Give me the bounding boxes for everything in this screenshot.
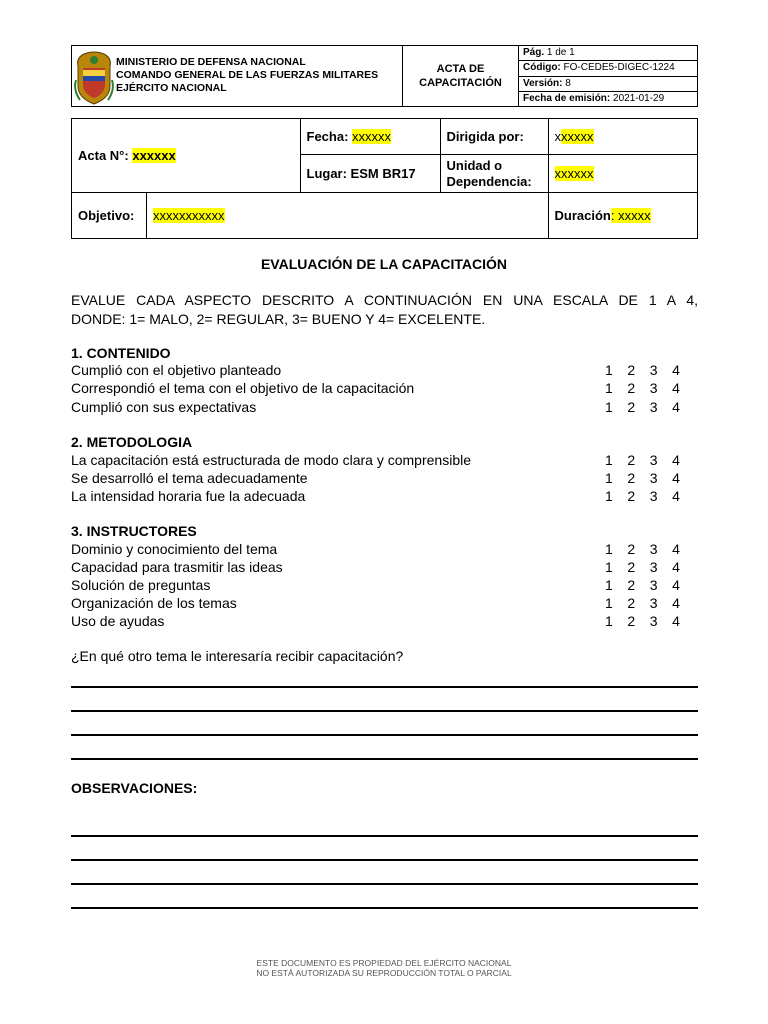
rating-2[interactable]: 2 [627, 577, 636, 593]
lugar-label: Lugar: ESM BR17 [300, 155, 440, 193]
footer-line1: ESTE DOCUMENTO ES PROPIEDAD DEL EJÉRCITO NACIONAL [256, 958, 512, 968]
rating-2[interactable]: 2 [627, 362, 636, 378]
dirigida-prefix: x [554, 129, 561, 144]
military-crest-icon [74, 50, 114, 106]
rating-scale[interactable] [605, 362, 680, 378]
rating-1[interactable]: 1 [605, 577, 613, 593]
list-item: Se desarrolló el tema adecuadamente [71, 470, 308, 486]
objetivo-value: xxxxxxxxxxx [153, 208, 225, 223]
rating-2[interactable]: 2 [627, 470, 636, 486]
answer-line[interactable] [71, 686, 698, 688]
rating-3[interactable]: 3 [649, 399, 658, 415]
acta-label: Acta N°: [78, 148, 129, 163]
rating-scale[interactable] [605, 559, 680, 575]
page-label: Pág. [523, 47, 545, 59]
rating-4[interactable]: 4 [672, 595, 680, 611]
org-line-ministry: MINISTERIO DE DEFENSA NACIONAL [116, 56, 306, 68]
rating-scale[interactable] [605, 541, 680, 557]
observation-line[interactable] [71, 835, 698, 837]
date-value: 2021-01-29 [613, 92, 665, 104]
rating-1[interactable]: 1 [605, 541, 613, 557]
rating-3[interactable]: 3 [649, 488, 658, 504]
list-item: Dominio y conocimiento del tema [71, 541, 278, 557]
other-topic-question: ¿En qué otro tema le interesaría recibir capacitación? [71, 648, 404, 664]
rating-3[interactable]: 3 [649, 362, 658, 378]
unidad-cell [548, 155, 698, 193]
list-item: Cumplió con el objetivo planteado [71, 362, 282, 378]
rating-3[interactable]: 3 [649, 541, 658, 557]
instructions-line1: EVALUE CADA ASPECTO DESCRITO A CONTINUACIÓN EN UNA ESCALA DE 1 A 4, [71, 292, 698, 308]
rating-4[interactable]: 4 [672, 613, 680, 629]
rating-2[interactable]: 2 [627, 380, 636, 396]
rating-4[interactable]: 4 [672, 488, 680, 504]
rating-1[interactable]: 1 [605, 488, 613, 504]
rating-4[interactable]: 4 [672, 577, 680, 593]
observation-line[interactable] [71, 907, 698, 909]
org-cell [72, 46, 403, 107]
answer-line[interactable] [71, 710, 698, 712]
unidad-label-cell [440, 155, 548, 193]
rating-scale[interactable] [605, 488, 680, 504]
instructions [71, 291, 698, 329]
version-value: 8 [565, 77, 571, 89]
rating-1[interactable]: 1 [605, 559, 613, 575]
version-cell [519, 76, 698, 91]
date-cell [519, 91, 698, 106]
version-label: Versión: [523, 77, 563, 89]
rating-scale[interactable] [605, 399, 680, 415]
rating-scale[interactable] [605, 380, 680, 396]
page-cell [519, 46, 698, 61]
rating-3[interactable]: 3 [649, 595, 658, 611]
evaluation-title: EVALUACIÓN DE LA CAPACITACIÓN [260, 256, 508, 272]
rating-4[interactable]: 4 [672, 559, 680, 575]
fecha-cell [300, 119, 440, 155]
objetivo-cell [147, 193, 549, 239]
rating-3[interactable]: 3 [649, 470, 658, 486]
duracion-cell [548, 193, 698, 239]
fecha-label: Fecha: [306, 129, 349, 144]
list-item: Organización de los temas [71, 595, 237, 611]
rating-1[interactable]: 1 [605, 399, 613, 415]
footer-notice [0, 958, 768, 978]
list-item: Cumplió con sus expectativas [71, 399, 257, 415]
page-value: 1 de 1 [546, 47, 575, 59]
document-header [71, 45, 698, 107]
rating-scale[interactable] [605, 452, 680, 468]
rating-4[interactable]: 4 [672, 470, 680, 486]
objetivo-label: Objetivo: [72, 193, 147, 239]
rating-3[interactable]: 3 [649, 452, 658, 468]
doc-title-cell [403, 46, 519, 107]
rating-4[interactable]: 4 [672, 380, 680, 396]
rating-1[interactable]: 1 [605, 452, 613, 468]
rating-scale[interactable] [605, 577, 680, 593]
rating-3[interactable]: 3 [649, 380, 658, 396]
observaciones-title: OBSERVACIONES: [71, 780, 198, 796]
list-item: Capacidad para trasmitir las ideas [71, 559, 283, 575]
rating-1[interactable]: 1 [605, 595, 613, 611]
rating-2[interactable]: 2 [627, 488, 636, 504]
rating-4[interactable]: 4 [672, 541, 680, 557]
list-item: Solución de preguntas [71, 577, 211, 593]
org-line-command: COMANDO GENERAL DE LAS FUERZAS MILITARES [116, 69, 379, 81]
rating-3[interactable]: 3 [649, 613, 658, 629]
section-contenido-title: 1. CONTENIDO [71, 345, 171, 361]
section-metodologia-title: 2. METODOLOGIA [71, 434, 193, 450]
doc-title-line2: CAPACITACIÓN [419, 77, 502, 89]
rating-3[interactable]: 3 [649, 577, 658, 593]
footer-line2: NO ESTÁ AUTORIZADA SU REPRODUCCIÓN TOTAL O PARCIAL [256, 968, 512, 978]
rating-2[interactable]: 2 [627, 452, 636, 468]
list-item: Uso de ayudas [71, 613, 165, 629]
rating-1[interactable]: 1 [605, 362, 613, 378]
rating-2[interactable]: 2 [627, 541, 636, 557]
answer-line[interactable] [71, 734, 698, 736]
rating-4[interactable]: 4 [672, 399, 680, 415]
rating-1[interactable]: 1 [605, 613, 613, 629]
acta-cell [72, 119, 301, 193]
code-cell [519, 61, 698, 76]
rating-2[interactable]: 2 [627, 559, 636, 575]
instructions-line2: DONDE: 1= MALO, 2= REGULAR, 3= BUENO Y 4= EXCELENTE. [71, 311, 486, 327]
list-item: Correspondió el tema con el objetivo de la capacitación [71, 380, 415, 396]
code-value: FO-CEDE5-DIGEC-1224 [563, 62, 675, 74]
unidad-label-2: Dependencia: [446, 173, 532, 189]
unidad-label-1: Unidad o [446, 157, 503, 173]
dirigida-value: xxxxx [561, 129, 594, 144]
rating-scale[interactable] [605, 470, 680, 486]
date-label: Fecha de emisión: [523, 92, 611, 104]
fecha-value: xxxxxx [352, 129, 392, 144]
acta-value: xxxxxx [132, 148, 176, 163]
acta-info-table [71, 118, 698, 239]
dirigida-label: Dirigida por: [440, 119, 548, 155]
rating-2[interactable]: 2 [627, 595, 636, 611]
observation-line[interactable] [71, 883, 698, 885]
duracion-value: : xxxxx [610, 208, 651, 223]
dirigida-cell [548, 119, 698, 155]
observation-line[interactable] [71, 859, 698, 861]
rating-4[interactable]: 4 [672, 452, 680, 468]
rating-2[interactable]: 2 [627, 613, 636, 629]
answer-line[interactable] [71, 758, 698, 760]
list-item: La intensidad horaria fue la adecuada [71, 488, 306, 504]
org-line-army: EJÉRCITO NACIONAL [116, 82, 227, 94]
rating-scale[interactable] [605, 595, 680, 611]
unidad-value: xxxxxx [554, 166, 594, 181]
rating-1[interactable]: 1 [605, 470, 613, 486]
rating-1[interactable]: 1 [605, 380, 613, 396]
rating-4[interactable]: 4 [672, 362, 680, 378]
doc-title-line1: ACTA DE [436, 63, 485, 75]
list-item: La capacitación está estructurada de modo clara y comprensible [71, 452, 471, 468]
duracion-label: Duración [554, 208, 611, 223]
section-instructores-title: 3. INSTRUCTORES [71, 523, 197, 539]
code-label: Código: [523, 62, 561, 74]
rating-scale[interactable] [605, 613, 680, 629]
rating-2[interactable]: 2 [627, 399, 636, 415]
rating-3[interactable]: 3 [649, 559, 658, 575]
